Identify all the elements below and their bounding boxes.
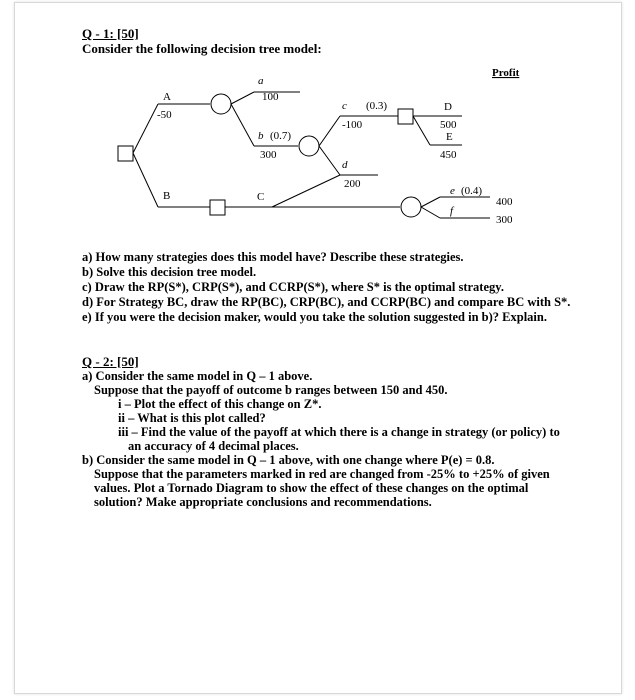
value-E: 450	[440, 149, 457, 161]
label-A: A	[163, 91, 171, 103]
q1-item-c: c) Draw the RP(S*), CRP(S*), and CCRP(S*), where S* is the optimal strategy.	[82, 280, 504, 294]
label-d-branch: d	[342, 159, 348, 171]
q2-b-line-2: Suppose that the parameters marked in red are changed from -25% to +25% of given	[94, 467, 550, 481]
q1-intro: Consider the following decision tree model:	[82, 41, 322, 56]
q2-title: Q - 2: [50]	[82, 354, 139, 369]
label-E: E	[446, 131, 453, 143]
value-a-branch: 100	[262, 91, 279, 103]
label-C: C	[257, 191, 265, 203]
q2-a-iii-cont: an accuracy of 4 decimal places.	[128, 439, 299, 453]
value-d: 200	[344, 178, 361, 190]
branch-root-A	[133, 104, 158, 153]
branch-b-diag	[231, 104, 254, 146]
q1-item-d: d) For Strategy BC, draw the RP(BC), CRP(BC), and CCRP(BC) and compare BC with S*.	[82, 295, 571, 309]
chance-node-b	[299, 136, 319, 156]
value-A: -50	[157, 109, 172, 121]
label-B: B	[163, 190, 171, 202]
label-a-branch: a	[258, 75, 264, 87]
q1-item-b: b) Solve this decision tree model.	[82, 265, 257, 279]
q1-questions	[82, 250, 570, 325]
q2-a-line: a) Consider the same model in Q – 1 above.	[82, 369, 313, 383]
q2-a-ii: ii – What is this plot called?	[118, 411, 266, 425]
decision-node-B	[210, 200, 225, 215]
q2-a-suppose: Suppose that the payoff of outcome b ranges between 150 and 450.	[94, 383, 448, 397]
q2-b-line-4: solution? Make appropriate conclusions and recommendations.	[94, 495, 432, 509]
chance-node-A	[211, 94, 231, 114]
q1-item-a: a) How many strategies does this model have? Describe these strategies.	[82, 250, 464, 264]
q2-body	[82, 369, 560, 509]
value-e: 400	[496, 196, 513, 208]
branch-d-diag	[319, 146, 340, 175]
q2-a-iii: iii – Find the value of the payoff at which there is a change in strategy (or policy) to	[118, 425, 560, 439]
q1-title: Q - 1: [50]	[82, 26, 139, 41]
prob-b: (0.7)	[270, 130, 292, 142]
branch-c-diag	[319, 116, 340, 146]
root-decision-node	[118, 146, 133, 161]
branch-root-B	[133, 153, 158, 207]
branch-e-diag	[421, 197, 440, 207]
value-c: -100	[342, 119, 363, 131]
label-D: D	[444, 101, 452, 113]
q2-b-line: b) Consider the same model in Q – 1 above, with one change where P(e) = 0.8.	[82, 453, 495, 467]
label-f-branch: f	[450, 205, 454, 217]
branch-a-diag	[231, 92, 254, 104]
chance-node-ef	[401, 197, 421, 217]
q1-item-e: e) If you were the decision maker, would you take the solution suggested in b)? Explain.	[82, 310, 547, 324]
q2-b-line-3: values. Plot a Tornado Diagram to show the effect of these changes on the optimal	[94, 481, 529, 495]
decision-node-DE	[398, 109, 413, 124]
value-b: 300	[260, 149, 277, 161]
branch-f-diag	[421, 207, 440, 218]
q2-a-i: i – Plot the effect of this change on Z*.	[118, 397, 322, 411]
label-e-branch: e	[450, 185, 455, 197]
prob-e: (0.4)	[461, 185, 483, 197]
branch-C-diag	[272, 175, 340, 207]
profit-header: Profit	[492, 67, 520, 79]
label-c-branch: c	[342, 100, 347, 112]
prob-c: (0.3)	[366, 100, 388, 112]
value-f: 300	[496, 214, 513, 226]
branch-E-diag	[413, 116, 430, 145]
value-D: 500	[440, 119, 457, 131]
label-b-branch: b	[258, 130, 264, 142]
